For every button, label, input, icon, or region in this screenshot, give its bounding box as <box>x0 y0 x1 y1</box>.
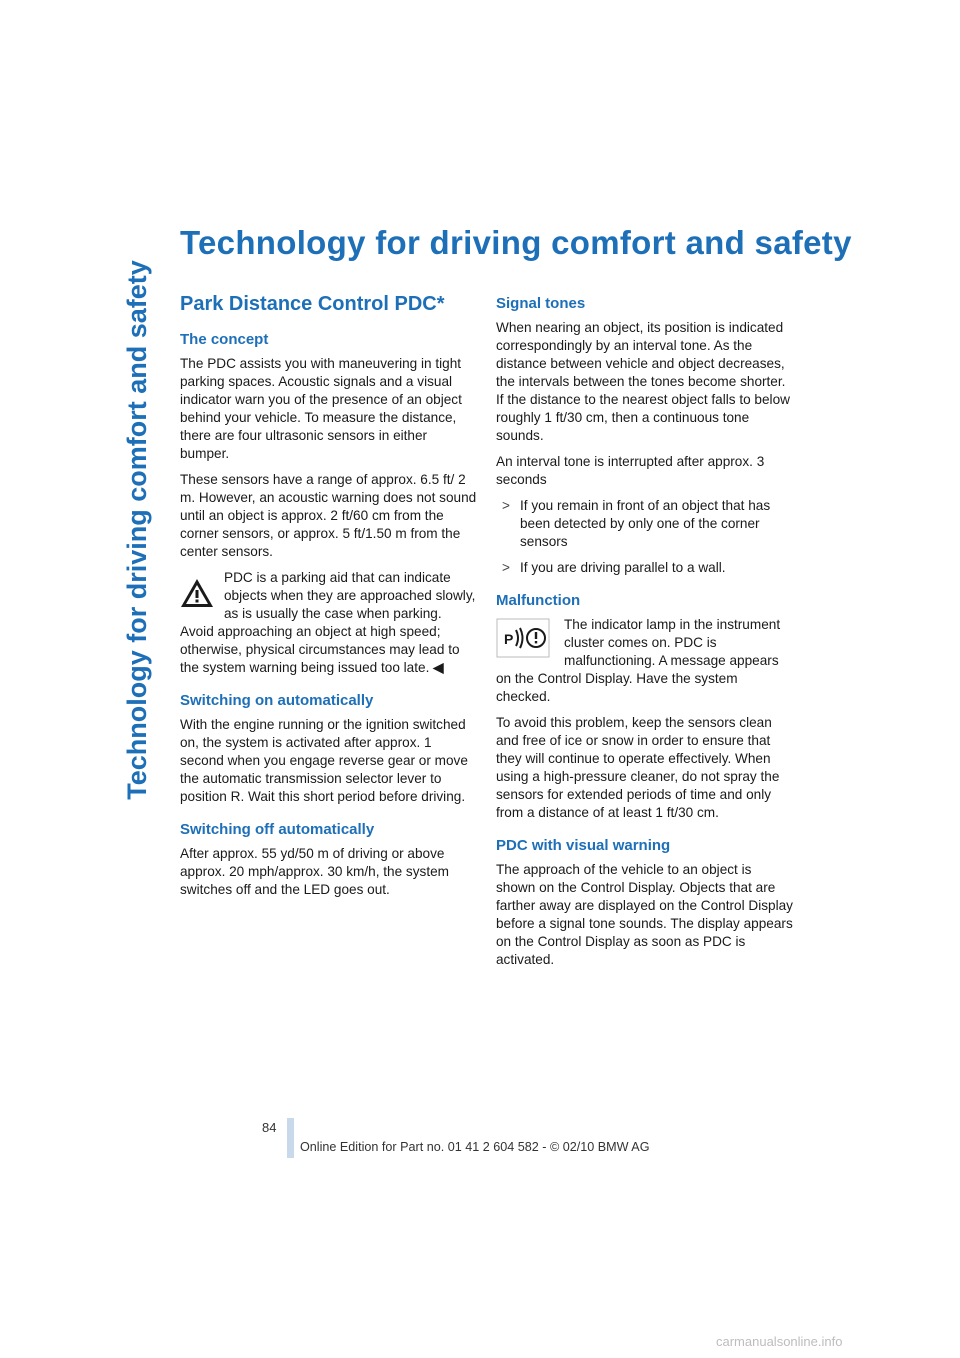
bullet-mark: > <box>502 560 510 575</box>
list-item-text: If you are driving parallel to a wall. <box>520 560 726 575</box>
right-column <box>496 290 794 977</box>
malfunction-paragraph-1: The indicator lamp in the instrument cluster comes on. PDC is malfunctioning. A message appears on the Control Display. Have the system checked. <box>496 617 781 704</box>
concept-paragraph-2: These sensors have a range of approx. 6.5 ft/ 2 m. However, an acoustic warning does not sound until an object is approx. 2 ft/60 cm from the corner sensors, or approx. 5 ft/1.50 m from the center sensors. <box>180 472 477 559</box>
switch-on-paragraph: With the engine running or the ignition switched on, the system is activated after approx. 1 second when you engage reverse gear or move the automatic transmission selector lever to position R. Wait this short period before driving. <box>180 717 468 804</box>
switch-on-heading: Switching on automatically <box>180 692 374 709</box>
end-of-note-mark: ◀ <box>433 660 444 675</box>
list-item <box>496 497 794 551</box>
list-item <box>496 559 794 577</box>
signal-tones-heading: Signal tones <box>496 295 586 312</box>
left-column <box>180 290 478 907</box>
visual-warning-heading: PDC with visual warning <box>496 837 671 854</box>
footer-edition: Online Edition for Part no. 01 41 2 604 582 - © 02/10 BMW AG <box>300 1140 650 1154</box>
watermark: carmanualsonline.info <box>716 1334 843 1349</box>
warning-note <box>180 569 478 677</box>
bullet-mark: > <box>502 498 510 513</box>
switch-off-heading: Switching off automatically <box>180 821 375 838</box>
list-item-text: If you remain in front of an object that has been detected by only one of the corner sensors <box>520 498 771 549</box>
warning-triangle-icon <box>180 577 214 609</box>
malfunction-paragraph-2: To avoid this problem, keep the sensors clean and free of ice or snow in order to ensure that they will continue to operate effectively. When using a high-pressure cleaner, do not spray the sensors for extended periods of time and only from a distance of at least 1 ft/30 cm. <box>496 715 780 820</box>
side-chapter-tab <box>104 230 164 830</box>
signal-tones-paragraph-2: An interval tone is interrupted after approx. 3 seconds <box>496 454 765 487</box>
svg-text:P: P <box>504 631 514 647</box>
visual-warning-paragraph: The approach of the vehicle to an object is shown on the Control Display. Objects that are farther away are displayed on the Control Display before a signal tone sounds. The display appears on the Control Display as soon as PDC is activated. <box>496 862 793 967</box>
switch-off-paragraph: After approx. 55 yd/50 m of driving or above approx. 20 mph/approx. 30 km/h, the system switches off and the LED goes out. <box>180 846 449 897</box>
malfunction-note <box>496 616 794 706</box>
footer-accent-bar <box>287 1118 294 1158</box>
side-chapter-label: Technology for driving comfort and safety <box>122 260 152 800</box>
interruption-list <box>496 497 794 577</box>
warning-text: PDC is a parking aid that can indicate objects when they are approached slowly, as is usually the case when parking. Avoid approaching an object at high speed; otherwise, physical circumstances may lead to the system warning being issued too late. <box>180 570 476 675</box>
page-number: 84 <box>262 1120 277 1135</box>
section-title: Park Distance Control PDC* <box>180 293 445 315</box>
malfunction-heading: Malfunction <box>496 592 581 609</box>
pdc-malfunction-lamp-icon <box>496 618 550 658</box>
page-title: Technology for driving comfort and safety <box>180 224 852 261</box>
concept-heading: The concept <box>180 331 269 348</box>
concept-paragraph-1: The PDC assists you with maneuvering in tight parking spaces. Acoustic signals and a visual indicator warn you of the presence of an object behind your vehicle. To measure the distance, there are four ultrasonic sensors in either bumper. <box>180 356 462 461</box>
signal-tones-paragraph-1: When nearing an object, its position is indicated correspondingly by an interval tone. As the distance between vehicle and object decreases, the intervals between the tones become shorter. If the distance to the nearest object falls to below roughly 1 ft/30 cm, then a continuous tone sounds. <box>496 320 790 443</box>
